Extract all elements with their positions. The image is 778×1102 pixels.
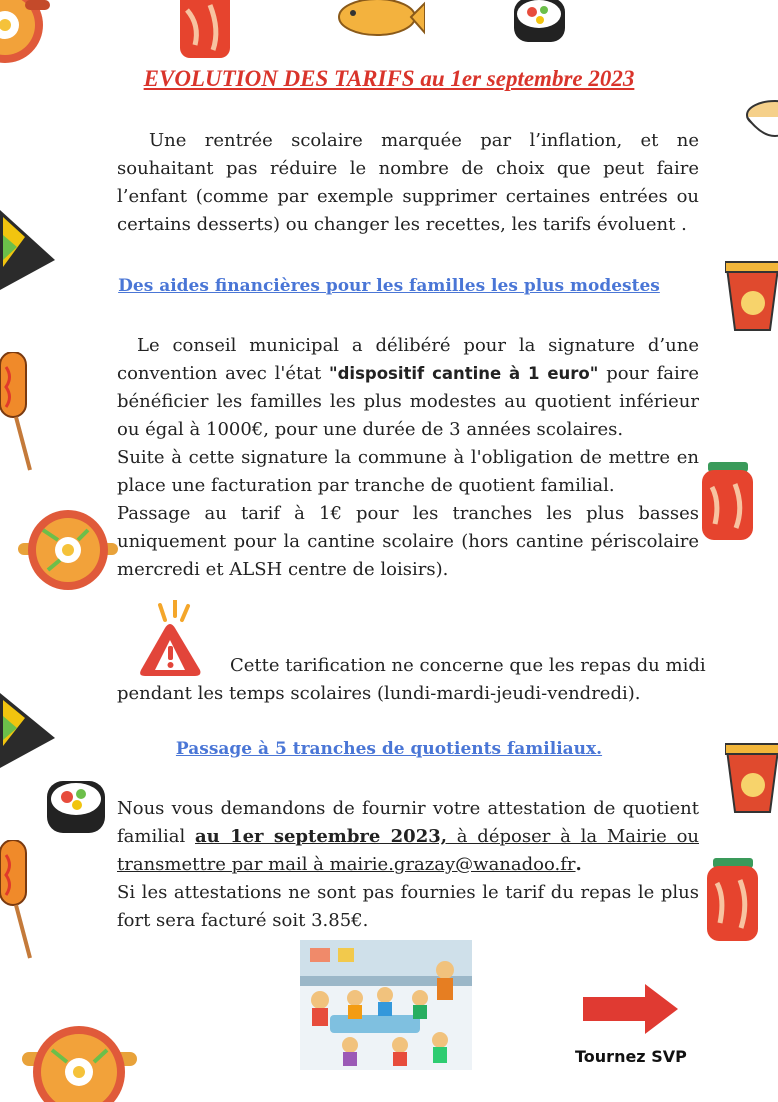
warning-line-2: pendant les temps scolaires (lundi-mardi-jeudi-vendredi). xyxy=(117,683,641,704)
signature-paragraph: Suite à cette signature la commune à l'obligation de mettre en place une facturation par tranche de quotient familial. xyxy=(117,447,699,496)
mail-instruction-link[interactable]: à déposer à la Mairie ou transmettre par mail à mairie.grazay@wanadoo.fr xyxy=(117,826,699,875)
deadline-date: au 1er septembre 2023, xyxy=(195,826,448,847)
dispositif-cantine-label: "dispositif cantine à 1 euro" xyxy=(329,364,599,383)
section-tranches-body xyxy=(117,795,699,935)
corn-dog-icon xyxy=(0,352,38,472)
section-aides-body xyxy=(117,332,699,584)
cantine-illustration-image xyxy=(300,940,472,1070)
arrow-right-icon xyxy=(583,984,678,1034)
page-title: EVOLUTION DES TARIFS au 1er septembre 2023 xyxy=(143,66,635,91)
intro-paragraph xyxy=(117,127,699,239)
bibimbap-bowl-icon xyxy=(18,505,118,595)
convention-text-end: pour faire bénéficier les familles les plus modestes au quotient inférieur ou égal à 1000€, pour une durée de 3 années scolaires. xyxy=(117,363,699,440)
intro-text: Une rentrée scolaire marquée par l’inflation, et ne souhaitant pas réduire le nombre de choix que peut faire l’enfant (comme par exemple supprimer certaines entrées ou certains desserts) ou changer les recettes, les tarifs évoluent . xyxy=(117,130,699,235)
kimchi-jar-icon xyxy=(700,462,755,542)
attestation-text-end: . xyxy=(575,854,582,875)
convention-text-start: Le conseil municipal a délibéré pour la signature d’une convention avec l'état xyxy=(117,335,699,384)
sushi-roll-icon xyxy=(512,0,567,47)
onigiri-sandwich-icon xyxy=(0,688,60,773)
convention-paragraph xyxy=(117,332,699,444)
corn-dog-icon xyxy=(0,840,38,960)
section-heading-tranches: Passage à 5 tranches de quotients familiaux. xyxy=(175,739,603,759)
warning-line-1: Cette tarification ne concerne que les repas du midi xyxy=(230,655,706,676)
bibimbap-bowl-icon xyxy=(22,1012,137,1102)
taiyaki-fish-icon xyxy=(335,0,425,40)
attestation-paragraph xyxy=(117,795,699,879)
default-tarif-paragraph: Si les attestations ne sont pas fournies le tarif du repas le plus fort sera facturé soit 3.85€. xyxy=(117,882,699,931)
warning-icon xyxy=(130,600,230,680)
attestation-text-start: Nous vous demandons de fournir votre attestation de quotient familial xyxy=(117,798,699,847)
section-heading-aides: Des aides financières pour les familles les plus modestes xyxy=(118,276,660,296)
turn-page-label: Tournez SVP xyxy=(575,1047,687,1066)
kimchi-jar-icon xyxy=(175,0,235,62)
sushi-roll-icon xyxy=(45,775,107,837)
kimchi-jar-icon xyxy=(705,858,760,943)
tarif-paragraph: Passage au tarif à 1€ pour les tranches les plus basses uniquement pour la cantine scolaire (hors cantine périscolaire mercredi et ALSH centre de loisirs). xyxy=(117,503,699,580)
soup-bowl-icon xyxy=(745,95,778,150)
